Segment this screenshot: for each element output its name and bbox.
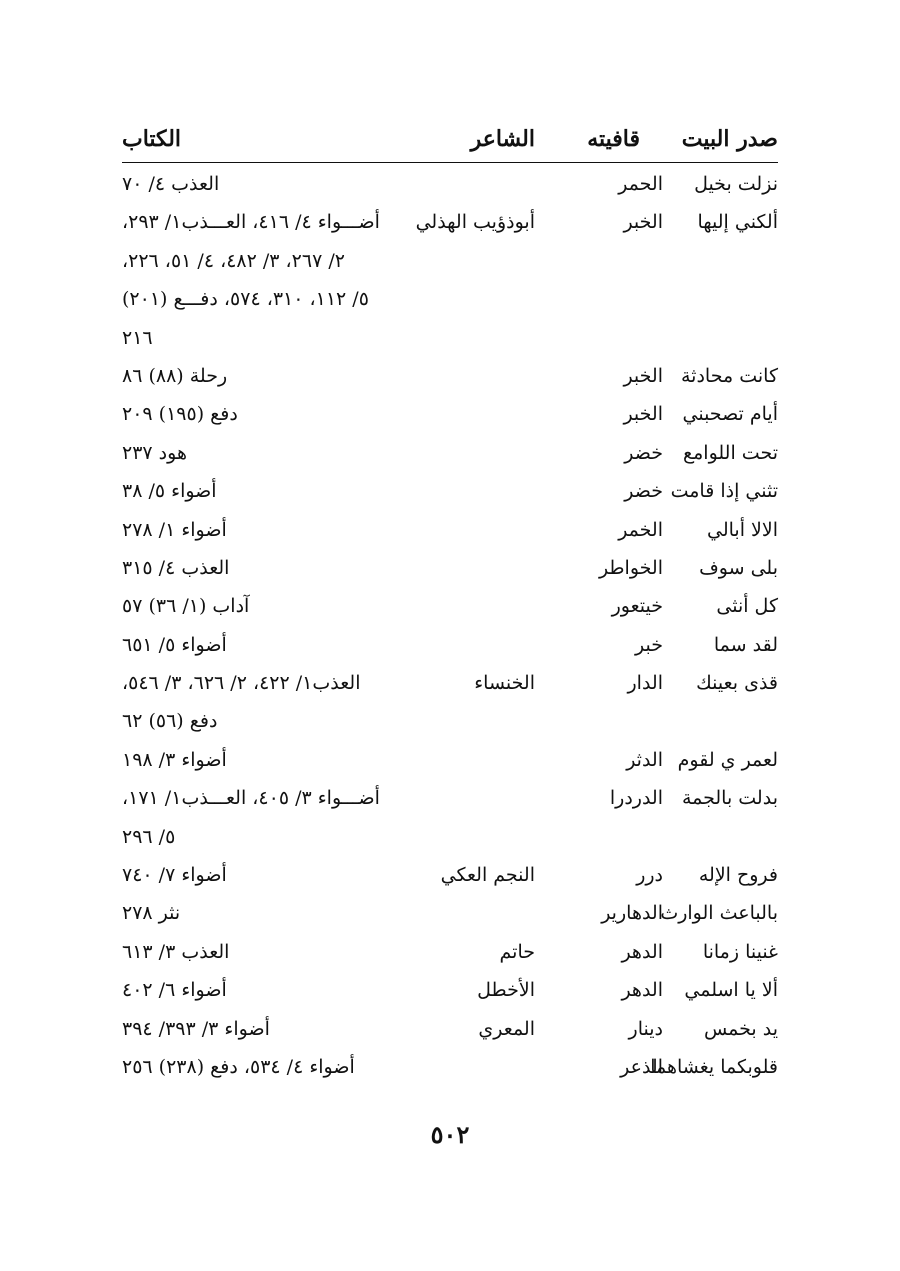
verse-start-cell: كل أنثى <box>716 595 778 618</box>
book-cell: نثر ٢٧٨ <box>122 902 181 925</box>
qafiya-cell: الخبر <box>623 364 663 387</box>
book-cell: أضواء ٧/ ٧٤٠ <box>122 864 227 887</box>
header-book: الكتاب <box>122 126 182 152</box>
qafiya-cell: خضر <box>624 441 663 464</box>
verse-start-cell: كانت محادثة <box>681 364 778 387</box>
table-row <box>122 779 778 817</box>
table-row <box>122 818 778 856</box>
qafiya-cell: الدردرا <box>609 787 663 810</box>
qafiya-cell: الدار <box>627 672 663 695</box>
verse-start-cell: قلوبكما يغشاهما <box>650 1055 778 1078</box>
table-row <box>122 203 778 241</box>
qafiya-cell: الخمر <box>618 518 663 541</box>
book-cell: ٥/ ١١٢، ٣١٠، ٥٧٤، دفـــع (٢٠١) <box>122 288 369 311</box>
poet-cell: أبوذؤيب الهذلي <box>415 211 535 234</box>
verse-start-cell: قذى بعينك <box>696 672 778 695</box>
table-row <box>122 741 778 779</box>
verse-start-cell: نزلت بخيل <box>694 173 778 195</box>
verse-start-cell: بلى سوف <box>699 556 778 579</box>
verse-start-cell: بدلت بالجمة <box>681 787 778 810</box>
qafiya-cell: دينار <box>628 1017 663 1040</box>
book-cell: أضواء ٣/ ١٩٨ <box>122 748 227 771</box>
table-row <box>122 511 778 549</box>
book-cell: ٢١٦ <box>122 326 153 349</box>
book-cell: دفع (١٩٥) ٢٠٩ <box>122 403 238 426</box>
table-row <box>122 395 778 433</box>
verse-start-cell: تحت اللوامع <box>683 441 778 464</box>
book-cell: ٥/ ٢٩٦ <box>122 825 176 848</box>
table-row <box>122 587 778 625</box>
table-row <box>122 971 778 1009</box>
verse-start-cell: أيام تصحبني <box>682 403 778 426</box>
book-cell: العذب١/ ٤٢٢، ٢/ ٦٢٦، ٣/ ٥٤٦، <box>122 672 361 695</box>
table-row <box>122 357 778 395</box>
verse-start-cell: غنينا زمانا <box>702 940 778 963</box>
table-row <box>122 549 778 587</box>
verse-start-cell: لقد سما <box>713 633 778 656</box>
book-cell: أضـــواء ٣/ ٤٠٥، العـــذب١/ ١٧١، <box>122 787 380 810</box>
verse-start-cell: الالا أبالي <box>707 518 778 541</box>
qafiya-cell: الدهر <box>621 940 663 963</box>
table-body <box>122 165 778 1086</box>
table-row <box>122 319 778 357</box>
verse-start-cell: فروح الإله <box>698 864 778 887</box>
qafiya-cell: الحمر <box>618 173 663 195</box>
qafiya-cell: الدهارير <box>601 902 663 925</box>
table-row <box>122 856 778 894</box>
verse-start-cell: ألكني إليها <box>697 211 778 234</box>
qafiya-cell: الخبر <box>623 211 663 234</box>
qafiya-cell: الذعر <box>620 1055 663 1078</box>
book-cell: أضواء ٤/ ٥٣٤، دفع (٢٣٨) ٢٥٦ <box>122 1055 355 1078</box>
book-cell: أضواء ٣/ ٣٩٣/ ٣٩٤ <box>122 1017 270 1040</box>
table-row <box>122 434 778 472</box>
verse-start-cell: يد بخمس <box>703 1017 778 1040</box>
verse-start-cell: بالباعث الوارث <box>660 902 778 925</box>
book-cell: دفع (٥٦) ٦٢ <box>122 710 218 733</box>
header-verse-start: صدر البيت <box>681 126 778 152</box>
table-row <box>122 1048 778 1086</box>
poet-cell: حاتم <box>499 940 535 963</box>
qafiya-cell: درر <box>636 864 663 887</box>
book-cell: رحلة (٨٨) ٨٦ <box>122 364 228 387</box>
book-cell: أضواء ٥/ ٣٨ <box>122 480 217 503</box>
book-cell: آداب (١/ ٣٦) ٥٧ <box>122 595 250 618</box>
book-cell: أضـــواء ٤/ ٤١٦، العـــذب١/ ٢٩٣، <box>122 211 380 234</box>
poet-cell: الخنساء <box>474 672 535 695</box>
verse-start-cell: لعمر ي لقوم <box>677 748 778 771</box>
verse-start-cell: ألا يا اسلمي <box>684 979 778 1002</box>
qafiya-cell: خبر <box>635 633 663 656</box>
table-row <box>122 894 778 932</box>
table-row <box>122 664 778 702</box>
table-row <box>122 165 778 203</box>
book-cell: العذب ٣/ ٦١٣ <box>122 940 230 963</box>
poet-cell: النجم العكي <box>440 864 535 887</box>
table-row <box>122 933 778 971</box>
table-row <box>122 242 778 280</box>
header-qafiya: قافيته <box>587 126 640 152</box>
page-number: ٥٠٢ <box>430 1120 470 1149</box>
poet-cell: المعري <box>478 1017 535 1040</box>
book-cell: ٢/ ٢٦٧، ٣/ ٤٨٢، ٤/ ٥١، ٢٢٦، <box>122 249 345 272</box>
table-header <box>122 122 778 163</box>
table-row <box>122 472 778 510</box>
book-cell: العذب ٤/ ٧٠ <box>122 173 220 195</box>
book-cell: أضواء ١/ ٢٧٨ <box>122 518 227 541</box>
qafiya-cell: الدثر <box>626 748 663 771</box>
table-row <box>122 626 778 664</box>
book-cell: أضواء ٦/ ٤٠٢ <box>122 979 227 1002</box>
header-poet: الشاعر <box>470 126 535 152</box>
poet-cell: الأخطل <box>477 979 535 1002</box>
verse-start-cell: تثني إذا قامت <box>670 480 778 503</box>
qafiya-cell: خضر <box>624 480 663 503</box>
qafiya-cell: الخبر <box>623 403 663 426</box>
book-cell: العذب ٤/ ٣١٥ <box>122 556 230 579</box>
table-row <box>122 702 778 740</box>
book-cell: أضواء ٥/ ٦٥١ <box>122 633 227 656</box>
book-cell: هود ٢٣٧ <box>122 441 187 464</box>
qafiya-cell: الخواطر <box>598 556 663 579</box>
table-row <box>122 1010 778 1048</box>
qafiya-cell: خيتعور <box>611 595 663 618</box>
qafiya-cell: الدهر <box>621 979 663 1002</box>
table-row <box>122 280 778 318</box>
